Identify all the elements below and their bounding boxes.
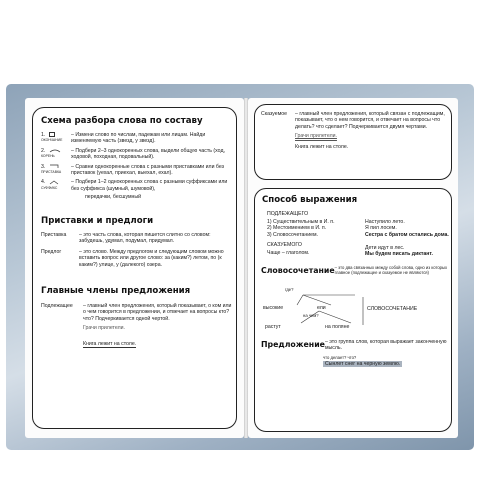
scheme-item-num: 1. [41, 132, 46, 138]
predicate-method: Чаще – глаголом. [267, 250, 310, 256]
expression-title: Способ выражения [262, 195, 358, 205]
scheme-item-tag: СУФФИКС [41, 185, 58, 190]
scheme-item-tag: ПРИСТАВКА [41, 170, 62, 175]
sentence-block [261, 339, 449, 367]
scheme-item [41, 148, 233, 161]
sentence-term: Предложение [261, 340, 325, 349]
subject-example: Наступило лето. [365, 219, 405, 225]
subject-method: 3) Словосочетанием. [267, 231, 319, 238]
scheme-title: Схема разбора слова по составу [41, 116, 203, 126]
prefixes-block [41, 232, 233, 268]
predicate-term: Сказуемое [261, 111, 288, 117]
subject-term: Подлежащее [41, 303, 73, 309]
members-title: Главные члены предложения [41, 286, 191, 296]
scheme-item [41, 132, 233, 145]
scheme-item [41, 194, 233, 200]
phrase-question: на чем? [303, 313, 319, 318]
suffix-icon [49, 180, 59, 185]
subject-examples [365, 219, 451, 238]
phrase-word: ели [317, 305, 326, 311]
predicate-examples [365, 245, 451, 258]
phrase-label: СЛОВОСОЧЕТАНИЕ [367, 306, 418, 312]
scheme-item-text: передачки, бесшумный [85, 194, 142, 201]
phrase-term: Словосочетание [261, 266, 335, 275]
subject-methods [267, 219, 357, 238]
predicate-example: Мы будем писать диктант. [365, 251, 433, 258]
phrase-question: где? [285, 287, 294, 292]
predicate-example-2: Книга лежит на столе. [295, 143, 349, 150]
scheme-item-num: 4. [41, 179, 46, 186]
phrase-word: растут [265, 324, 281, 330]
left-frame [32, 107, 237, 429]
scheme-item-text: – Подбери 1–2 однокоренных слова с разными суффиксами или без суффикса (шумный, шумовой), [71, 179, 228, 192]
subject-definition: – главный член предложения, который показывает, о ком или о чем говорится в предложении, и отвечает на вопросы кто? что? Подчеркивается одной чертой. [83, 303, 232, 322]
prefix-row [41, 232, 233, 245]
scheme-item-tag: ОКОНЧАНИЕ [41, 138, 63, 143]
subject-method: 1) Существительным в И. п. [267, 219, 335, 225]
prefixes-title: Приставки и предлоги [41, 216, 154, 226]
scheme-list [41, 132, 233, 201]
predicate-example: Дети идут в лес. [365, 245, 405, 251]
left-page [25, 98, 244, 438]
subject-example-2: Книга лежит на столе. [83, 340, 137, 347]
expression-frame [254, 188, 452, 432]
subject-head: ПОДЛЕЖАЩЕГО [267, 211, 309, 217]
sentence-question: что делает? что? [323, 354, 357, 360]
predicate-head: СКАЗУЕМОГО [267, 242, 302, 248]
predicate-frame [254, 104, 452, 180]
members-block [41, 303, 233, 350]
predicate-example-1: Грачи прилетели. [295, 133, 337, 140]
predicate-definition: – главный член предложения, который связан с подлежащим, показывает, что о нем говорится, и отвечает на вопросы что делать? что сделает? Подчеркивается двумя чертами. [295, 111, 445, 130]
subject-example: Я пил лосем. [365, 225, 397, 232]
scheme-item-text: – Сравни однокоренные слова с разными приставками или без приставок (уехал, приехал, выехал, ехал). [71, 163, 224, 177]
preposition-definition: – это слово. Между предлогом и следующим словом можно вставить вопрос или другое слово: за (каким?) летом, по (к каким?) улице, у (далекого) озера. [79, 248, 224, 268]
subject-method: 2) Местоимением в И. п. [267, 225, 327, 232]
sentence-definition: – это группа слов, которая выражает законченную мысль. [324, 339, 447, 352]
subject-example: Сестра с братом остались дома. [365, 231, 449, 238]
predicate-row [261, 111, 447, 130]
scheme-item-tag: КОРЕНЬ [41, 154, 55, 159]
preposition-row [41, 249, 233, 268]
prefix-definition: – это часть слова, которая пишется слитно со словом: забудешь, удумал, подумал, придумал. [79, 232, 211, 245]
scheme-item-text: – Подбери 2–3 однокоренных слова, выдели общую часть (ход, ходовой, походная, подовальный). [71, 147, 225, 161]
sentence-example: Сынлет снег на черную землю. [325, 360, 401, 367]
book-cover [6, 84, 474, 450]
right-page [248, 98, 458, 438]
subject-example-1: Грачи прилетели. [83, 325, 125, 332]
preposition-term: Предлог [41, 248, 62, 255]
scheme-item-text: – Измени слово по числам, падежам или лицам. Найди изменяемую часть (звезд, у звезд). [71, 132, 206, 145]
predicate-block [261, 111, 447, 150]
phrase-block [261, 265, 449, 276]
scheme-item [41, 179, 233, 192]
root-icon [49, 148, 61, 153]
phrase-word: на поляне [325, 324, 350, 330]
subject-row [41, 303, 233, 322]
ending-icon [49, 132, 55, 137]
phrase-definition: – это два связанных между собой слова, одно из которых главное (подлежащее и сказуемое не являются) [334, 265, 448, 275]
scheme-item-num: 3. [41, 163, 46, 170]
scheme-item-num: 2. [41, 147, 46, 154]
phrase-word: высокие [263, 305, 284, 311]
scheme-item [41, 164, 233, 177]
prefix-term: Приставка [41, 232, 67, 238]
prefix-icon [49, 164, 59, 169]
